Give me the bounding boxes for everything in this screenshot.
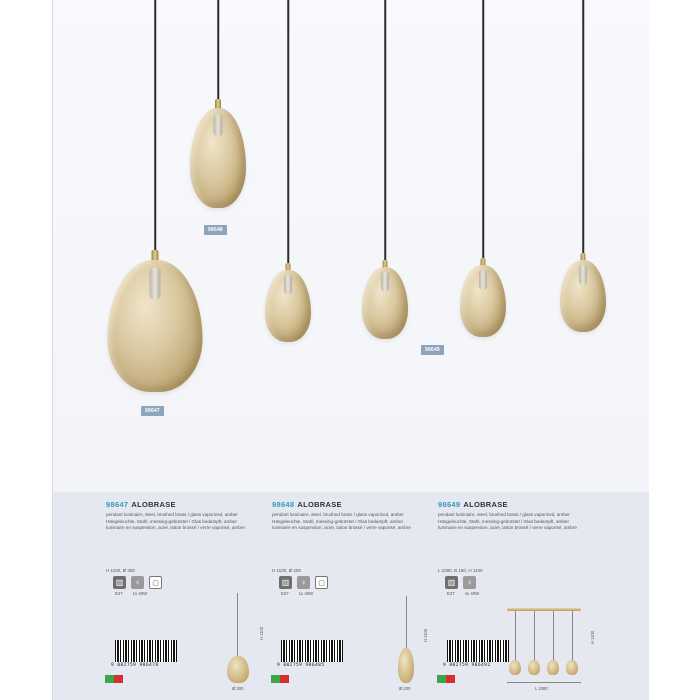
catalog-page xyxy=(52,0,648,700)
label-98647: 98647 xyxy=(141,406,164,416)
product-title: 98649 ALOBRASE xyxy=(438,500,508,509)
sketch-98649-shade xyxy=(566,660,578,675)
cable-icon: ▥ xyxy=(445,576,458,589)
product-98647-icons xyxy=(113,576,162,589)
product-title: 98647 ALOBRASE xyxy=(106,500,176,509)
label-98649: 98649 xyxy=(421,345,444,355)
dimmer-icon: ▢ xyxy=(149,576,162,589)
product-98648-dimensions: H 1100, Ø 200 xyxy=(272,568,301,573)
product-98647 xyxy=(106,500,266,532)
dimmer-icon: ▢ xyxy=(315,576,328,589)
sketch-98647-width: Ø 300 xyxy=(232,686,244,691)
sketch-98648-height: H 1100 xyxy=(423,628,428,642)
sketch-98649-shade xyxy=(509,660,521,675)
product-98648-icons xyxy=(279,576,328,589)
barcode-98648 xyxy=(281,640,343,662)
cable-icon: ▥ xyxy=(113,576,126,589)
product-98647-specs: E27 1x 40W xyxy=(115,591,148,596)
bulb-icon: ♀ xyxy=(463,576,476,589)
barcode-98649 xyxy=(447,640,509,662)
sketch-98647-shade xyxy=(227,656,249,683)
product-98648-specs: E27 1x 40W xyxy=(281,591,314,596)
product-98648 xyxy=(272,500,432,532)
bulb-icon: ♀ xyxy=(297,576,310,589)
product-description: pendant luminaire, steel, brushed brass / glass vaporized, amber Hängeleuchte, Stahl, messing-gebürstet / Glas bedampft, amber luminaire en suspension, acier, laiton brossé / verre vaporisé, ambre xyxy=(106,512,245,531)
sketch-98649-width: L 1080 xyxy=(535,686,548,691)
barcode-number: 9 002759 986478 xyxy=(111,663,159,668)
sketch-98649-bar xyxy=(507,608,581,611)
lamp-98649-1 xyxy=(263,0,313,345)
product-description: pendant luminaire, steel, brushed brass / glass vaporized, amber Hängeleuchte, Stahl, messing-gebürstet / Glas bedampft, amber luminaire en suspension, acier, laiton brossé / verre vaporisé, ambre xyxy=(438,512,577,531)
cable-icon: ▥ xyxy=(279,576,292,589)
sketch-98649-shade xyxy=(528,660,540,675)
energy-label xyxy=(105,675,123,683)
lamp-98649-4 xyxy=(558,0,608,340)
sketch-98649-height: H 1100 xyxy=(590,630,595,644)
product-98649 xyxy=(438,500,598,532)
product-info-panel xyxy=(53,492,649,700)
barcode-98647 xyxy=(115,640,177,662)
product-98649-dimensions: L 1080, B 150, H 1100 xyxy=(438,568,483,573)
barcode-number: 9 002759 986492 xyxy=(443,663,491,668)
product-98649-icons xyxy=(445,576,476,589)
sketch-98647-height: H 1100 xyxy=(259,626,264,640)
product-98647-dimensions: H 1100, Ø 300 xyxy=(106,568,135,573)
lamp-98649-3 xyxy=(458,0,508,340)
energy-label xyxy=(271,675,289,683)
lamp-98647 xyxy=(105,0,205,400)
product-title: 98648 ALOBRASE xyxy=(272,500,342,509)
sketch-98648-width: Ø 200 xyxy=(399,686,411,691)
product-photo xyxy=(53,0,649,492)
bulb-icon: ♀ xyxy=(131,576,144,589)
sketch-98648-shade xyxy=(398,648,414,683)
product-98649-specs: E27 4x 40W xyxy=(447,591,480,596)
sketch-98649-shade xyxy=(547,660,559,675)
label-98648: 98648 xyxy=(204,225,227,235)
product-description: pendant luminaire, steel, brushed brass / glass vaporized, amber Hängeleuchte, Stahl, messing-gebürstet / Glas bedampft, amber luminaire en suspension, acier, laiton brossé / verre vaporisé, ambre xyxy=(272,512,411,531)
energy-label xyxy=(437,675,455,683)
lamp-98649-2 xyxy=(360,0,410,340)
barcode-number: 9 002759 986485 xyxy=(277,663,325,668)
